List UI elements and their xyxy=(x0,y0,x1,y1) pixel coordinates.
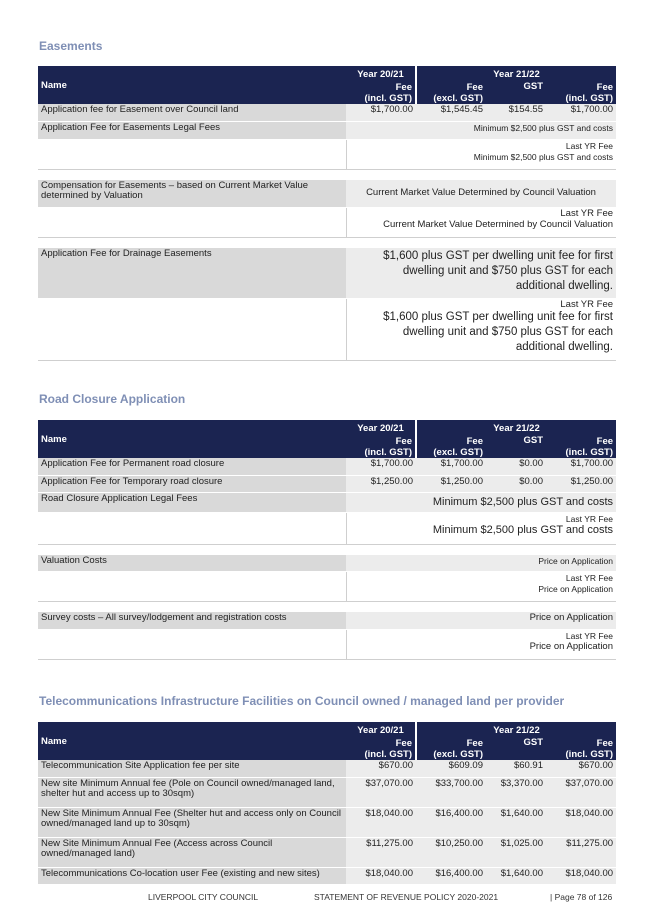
last-year-fee: Last YR Fee Minimum $2,500 plus GST and costs xyxy=(346,512,616,544)
fee-incl: $37,070.00 xyxy=(546,777,616,807)
header-fee-incl-2122: Fee (incl. GST) xyxy=(546,434,616,458)
table-row xyxy=(38,777,616,807)
section-title-road-closure: Road Closure Application xyxy=(39,392,186,406)
row-name: New site Minimum Annual fee (Pole on Council owned/managed land, shelter hut and access up to 30sqm) xyxy=(38,777,346,807)
table-row xyxy=(38,760,616,777)
row-name: Valuation Costs xyxy=(38,555,346,572)
footer-document: STATEMENT OF REVENUE POLICY 2020-2021 xyxy=(314,892,499,902)
span-fee: Minimum $2,500 plus GST and costs xyxy=(346,121,616,139)
header-fee-excl: Fee (excl. GST) xyxy=(416,434,486,458)
table-row-last-year xyxy=(38,139,616,169)
row-name: Survey costs – All survey/lodgement and registration costs xyxy=(38,612,346,629)
fee-gst: $0.00 xyxy=(486,475,546,492)
fee-incl: $1,700.00 xyxy=(546,458,616,475)
row-name: Road Closure Application Legal Fees xyxy=(38,492,346,512)
fee-excl: $16,400.00 xyxy=(416,867,486,884)
fee-incl: $11,275.00 xyxy=(546,837,616,867)
header-gst: GST xyxy=(486,736,546,760)
fee-incl: $1,700.00 xyxy=(546,104,616,121)
fee-excl: $33,700.00 xyxy=(416,777,486,807)
fee-excl: $1,545.45 xyxy=(416,104,486,121)
table-row xyxy=(38,248,616,298)
fee-gst: $3,370.00 xyxy=(486,777,546,807)
table-row xyxy=(38,555,616,572)
span-fee: Price on Application xyxy=(346,612,616,629)
header-name: Name xyxy=(38,66,346,104)
last-year-fee: Last YR Fee $1,600 plus GST per dwelling unit fee for first dwelling unit and $750 plus GST for each additional dwelling. xyxy=(346,298,616,360)
row-name: New Site Minimum Annual Fee (Access across Council owned/managed land) xyxy=(38,837,346,867)
header-fee-incl-2122: Fee (incl. GST) xyxy=(546,80,616,104)
header-gst: GST xyxy=(486,434,546,458)
fee-incl: $18,040.00 xyxy=(546,807,616,837)
header-fee-incl: Fee (incl. GST) xyxy=(346,434,416,458)
header-gst: GST xyxy=(486,80,546,104)
table-row xyxy=(38,867,616,884)
fee-2021: $670.00 xyxy=(346,760,416,777)
table-row-last-year xyxy=(38,629,616,659)
fee-2021: $11,275.00 xyxy=(346,837,416,867)
row-name: Application fee for Easement over Council land xyxy=(38,104,346,121)
table-row-last-year xyxy=(38,298,616,360)
table-row xyxy=(38,180,616,208)
header-name: Name xyxy=(38,722,346,760)
table-row-last-year xyxy=(38,572,616,602)
last-year-fee: Last YR Fee Current Market Value Determined by Council Valuation xyxy=(346,208,616,238)
fee-excl: $1,700.00 xyxy=(416,458,486,475)
span-fee: Current Market Value Determined by Council Valuation xyxy=(346,180,616,208)
fee-gst: $154.55 xyxy=(486,104,546,121)
table-row xyxy=(38,807,616,837)
fee-incl: $670.00 xyxy=(546,760,616,777)
section-title-easements: Easements xyxy=(39,39,103,53)
last-year-fee: Last YR Fee Price on Application xyxy=(346,629,616,659)
row-name: Telecommunications Co-location user Fee (existing and new sites) xyxy=(38,867,346,884)
fee-incl: $18,040.00 xyxy=(546,867,616,884)
header-year-2021: Year 20/21 xyxy=(346,722,416,736)
fee-2021: $18,040.00 xyxy=(346,807,416,837)
footer-page-number: | Page 78 of 126 xyxy=(550,892,613,902)
table-row xyxy=(38,612,616,629)
header-year-2122: Year 21/22 xyxy=(416,722,616,736)
fee-excl: $609.09 xyxy=(416,760,486,777)
fee-2021: $1,250.00 xyxy=(346,475,416,492)
last-year-fee: Last YR Fee Price on Application xyxy=(346,572,616,602)
span-fee: $1,600 plus GST per dwelling unit fee for first dwelling unit and $750 plus GST for each additional dwelling. xyxy=(346,248,616,298)
last-year-fee: Last YR Fee Minimum $2,500 plus GST and costs xyxy=(346,139,616,169)
row-name: Application Fee for Easements Legal Fees xyxy=(38,121,346,139)
header-year-2122: Year 21/22 xyxy=(416,420,616,434)
fee-excl: $1,250.00 xyxy=(416,475,486,492)
header-name: Name xyxy=(38,420,346,458)
fee-excl: $16,400.00 xyxy=(416,807,486,837)
table-row xyxy=(38,121,616,139)
fee-gst: $1,640.00 xyxy=(486,867,546,884)
header-fee-incl: Fee (incl. GST) xyxy=(346,80,416,104)
fee-incl: $1,250.00 xyxy=(546,475,616,492)
table-row-last-year xyxy=(38,512,616,544)
fee-gst: $1,025.00 xyxy=(486,837,546,867)
header-fee-incl: Fee (incl. GST) xyxy=(346,736,416,760)
road-closure-table xyxy=(38,420,616,660)
table-row xyxy=(38,104,616,121)
fee-gst: $1,640.00 xyxy=(486,807,546,837)
header-year-2021: Year 20/21 xyxy=(346,66,416,80)
row-name: Telecommunication Site Application fee per site xyxy=(38,760,346,777)
row-name: Compensation for Easements – based on Current Market Value determined by Valuation xyxy=(38,180,346,208)
header-year-2122: Year 21/22 xyxy=(416,66,616,80)
row-name: Application Fee for Drainage Easements xyxy=(38,248,346,298)
table-row xyxy=(38,458,616,475)
table-row xyxy=(38,475,616,492)
fee-2021: $1,700.00 xyxy=(346,104,416,121)
fee-gst: $60.91 xyxy=(486,760,546,777)
span-fee: Minimum $2,500 plus GST and costs xyxy=(346,492,616,512)
table-row xyxy=(38,837,616,867)
fee-gst: $0.00 xyxy=(486,458,546,475)
section-title-telecom: Telecommunications Infrastructure Facilities on Council owned / managed land per provider xyxy=(39,694,565,708)
span-fee: Price on Application xyxy=(346,555,616,572)
table-row xyxy=(38,492,616,512)
row-name: Application Fee for Permanent road closure xyxy=(38,458,346,475)
easements-table xyxy=(38,66,616,361)
footer-council: LIVERPOOL CITY COUNCIL xyxy=(148,892,259,902)
header-year-2021: Year 20/21 xyxy=(346,420,416,434)
fee-2021: $1,700.00 xyxy=(346,458,416,475)
row-name: Application Fee for Temporary road closure xyxy=(38,475,346,492)
fee-excl: $10,250.00 xyxy=(416,837,486,867)
telecom-table xyxy=(38,722,616,885)
fee-2021: $18,040.00 xyxy=(346,867,416,884)
header-fee-excl: Fee (excl. GST) xyxy=(416,736,486,760)
header-fee-excl: Fee (excl. GST) xyxy=(416,80,486,104)
row-name: New Site Minimum Annual Fee (Shelter hut and access only on Council owned/managed land up to 30sqm) xyxy=(38,807,346,837)
header-fee-incl-2122: Fee (incl. GST) xyxy=(546,736,616,760)
fee-2021: $37,070.00 xyxy=(346,777,416,807)
table-row-last-year xyxy=(38,208,616,238)
